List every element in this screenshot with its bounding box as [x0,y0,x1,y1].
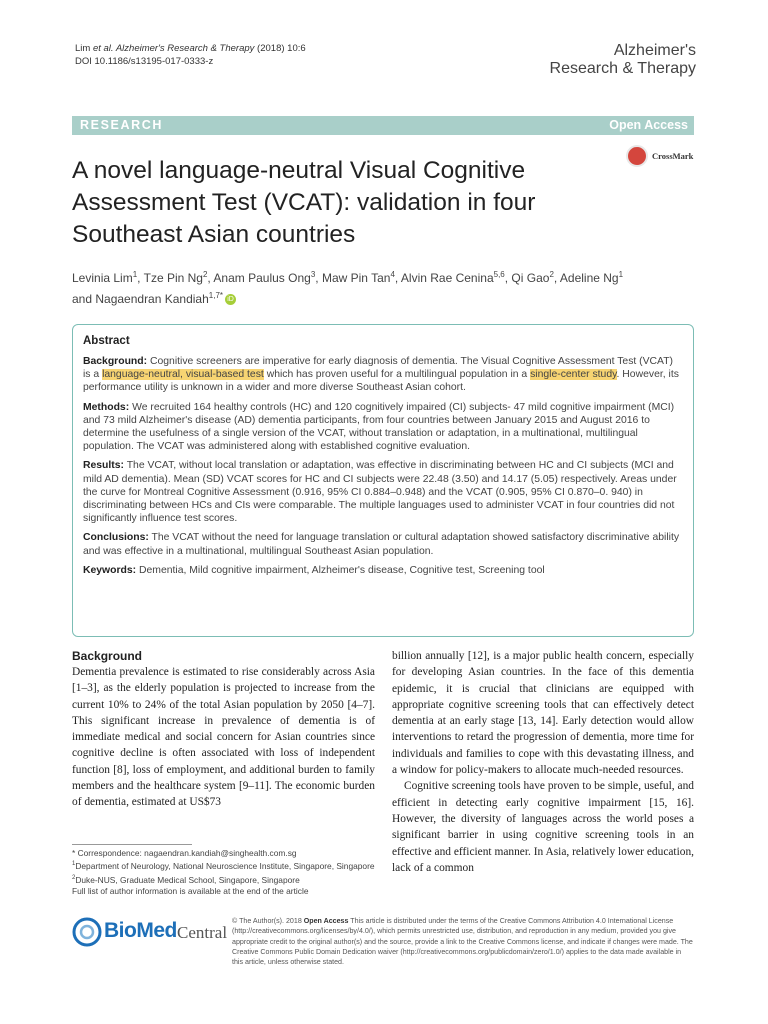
section-bar [72,116,694,135]
body-column-left [72,648,375,811]
doi[interactable]: DOI 10.1186/s13195-017-0333-z [75,56,214,67]
highlight: language-neutral, visual-based test [102,369,264,381]
paragraph: Cognitive screening tools have proven to be simple, useful, and efficient in detecting early cognitive impairment [15, 16]. However, the diversity of languages across the world poses a significant barrier in using cognitive screening tools in an effective and efficient manner. In Asia, relatively lower education, lack of a common [392,780,694,874]
affiliation: $^2$Duke-NUS, Graduate Medical School, Singapore, Singapore [72,874,300,885]
biomed-central-icon [72,917,102,947]
paragraph: billion annually [12], is a major public health concern, especially for developing Asian countries. In the face of this dementia epidemic, it is crucial that clinicians are equipped with appropriate cognitive screening tools that can effectively detect dementia at an early stage [13, 14]. Early detection would allow interventions to retard the progression of dementia, more time for individuals and families to cope with this devastating illness, and a window for policy-makers to allocate much-needed resources. [392,650,694,777]
abstract-results: Results: The VCAT, without local translation or adaptation, was effective in discriminating between HC and CI subjects (MCI and mild AD dementia). Mean (SD) VCAT scores for HC and CI subjects were 22.48 (3.50) and 14.17 (5.05) respectively. Areas under the curve for Montreal Cognitive Assessment (0.916, 95% CI 0.884–0.948) and the VCAT (0.905, 95% CI 0.870–0. 940) in discriminating between HCs and CIs were comparable. The multiple languages used to administer VCAT in four countries did not significantly influence test scores. [83,460,677,525]
correspondence[interactable]: * Correspondence: nagaendran.kandiah@singhealth.com.sg [72,848,297,858]
citation-header: Lim et al. Alzheimer's Research & Therapy (2018) 10:6 DOI 10.1186/s13195-017-0333-z [75,43,306,67]
author-list: Levinia Lim$^1$, Tze Pin Ng$^2$, Anam Paulus Ong$^3$, Maw Pin Tan$^4$, Alvin Rae Cenina$^{5,6}$, Qi Gao$^2$, Adeline Ng$^1$ and Nagaendran Kandiah$^{1,7*}$ iD [72,270,624,306]
orcid-icon[interactable]: iD [225,294,236,305]
paragraph: Dementia prevalence is estimated to rise considerably across Asia [1–3], as the elderly population is projected to increase from the current 10% to 24% of the total Asian population by 2050 [4–7]. This significant increase in prevalence of dementia is of immediate medical and social concern for Asian countries since cognitive decline is often associated with loss of independent function [8], loss of employment, and additional burden to family members and the healthcare system [9–11]. The economic burden of dementia, estimated at US$73 [72,666,375,809]
biomed-central-logo: BioMed Central [72,913,222,951]
article-title: A novel language-neutral Visual Cognitive Assessment Test (VCAT): validation in four Southeast Asian countries [72,157,536,248]
crossmark-badge[interactable]: CrossMark [626,145,696,169]
body-column-right [392,648,694,876]
full-list-note: Full list of author information is available at the end of the article [72,885,309,896]
abstract-heading: Abstract [83,335,130,347]
abstract-keywords: Keywords: Dementia, Mild cognitive impairment, Alzheimer's disease, Cognitive test, Screening tool [83,564,545,576]
footnotes [72,848,382,897]
affiliation: $^1$Department of Neurology, National Neuroscience Institute, Singapore, Singapore [72,861,375,872]
abstract-box [72,324,694,637]
crossmark-icon [626,145,648,167]
journal-logo: Alzheimer's Research & Therapy [549,42,696,77]
abstract-background: Background: Cognitive screeners are imperative for early diagnosis of dementia. The Visual Cognitive Assessment Test (VCAT) is a language-neutral, visual-based test which has proven useful for a multilingual population in a single-center study. However, its performance utility is unknown in a wider and more diverse Southeast Asian cohort. [83,356,679,394]
footnote-divider [72,844,192,845]
open-access-label: Open Access [609,118,688,132]
abstract-methods: Methods: We recruited 164 healthy controls (HC) and 120 cognitively impaired (CI) subjects- 47 mild cognitive impairment (MCI) and 73 mild Alzheimer's disease (AD) dementia participants, from four countries between January 2015 and August 2016 to determine the usefulness of a single version of the VCAT, without translation or adaptation, in a multinational, multilingual population. The VCAT was administered along with established cognitive evaluation. [83,401,675,453]
license-text: © The Author(s). 2018 Open Access This article is distributed under the terms of the Creative Commons Attribution 4.0 International License (http://creativecommons.org/licenses/by/4.0/), which permits unrestricted use, distribution, and reproduction in any medium, provided you give appropriate credit to the original author(s) and the source, provide a link to the Creative Commons license, and indicate if changes were made. The Creative Commons Public Domain Dedication waiver (http://creativecommons.org/publicdomain/zero/1.0/) applies to the data made available in this article, unless otherwise stated. [232,917,693,967]
abstract-conclusions: Conclusions: The VCAT without the need for language translation or cultural adaptation showed satisfactory discriminative ability and was effective in a multinational, multilingual Southeast Asian population. [83,532,680,557]
section-heading: Background [72,649,143,663]
highlight: single-center study [530,369,617,381]
section-label: RESEARCH [80,118,163,132]
